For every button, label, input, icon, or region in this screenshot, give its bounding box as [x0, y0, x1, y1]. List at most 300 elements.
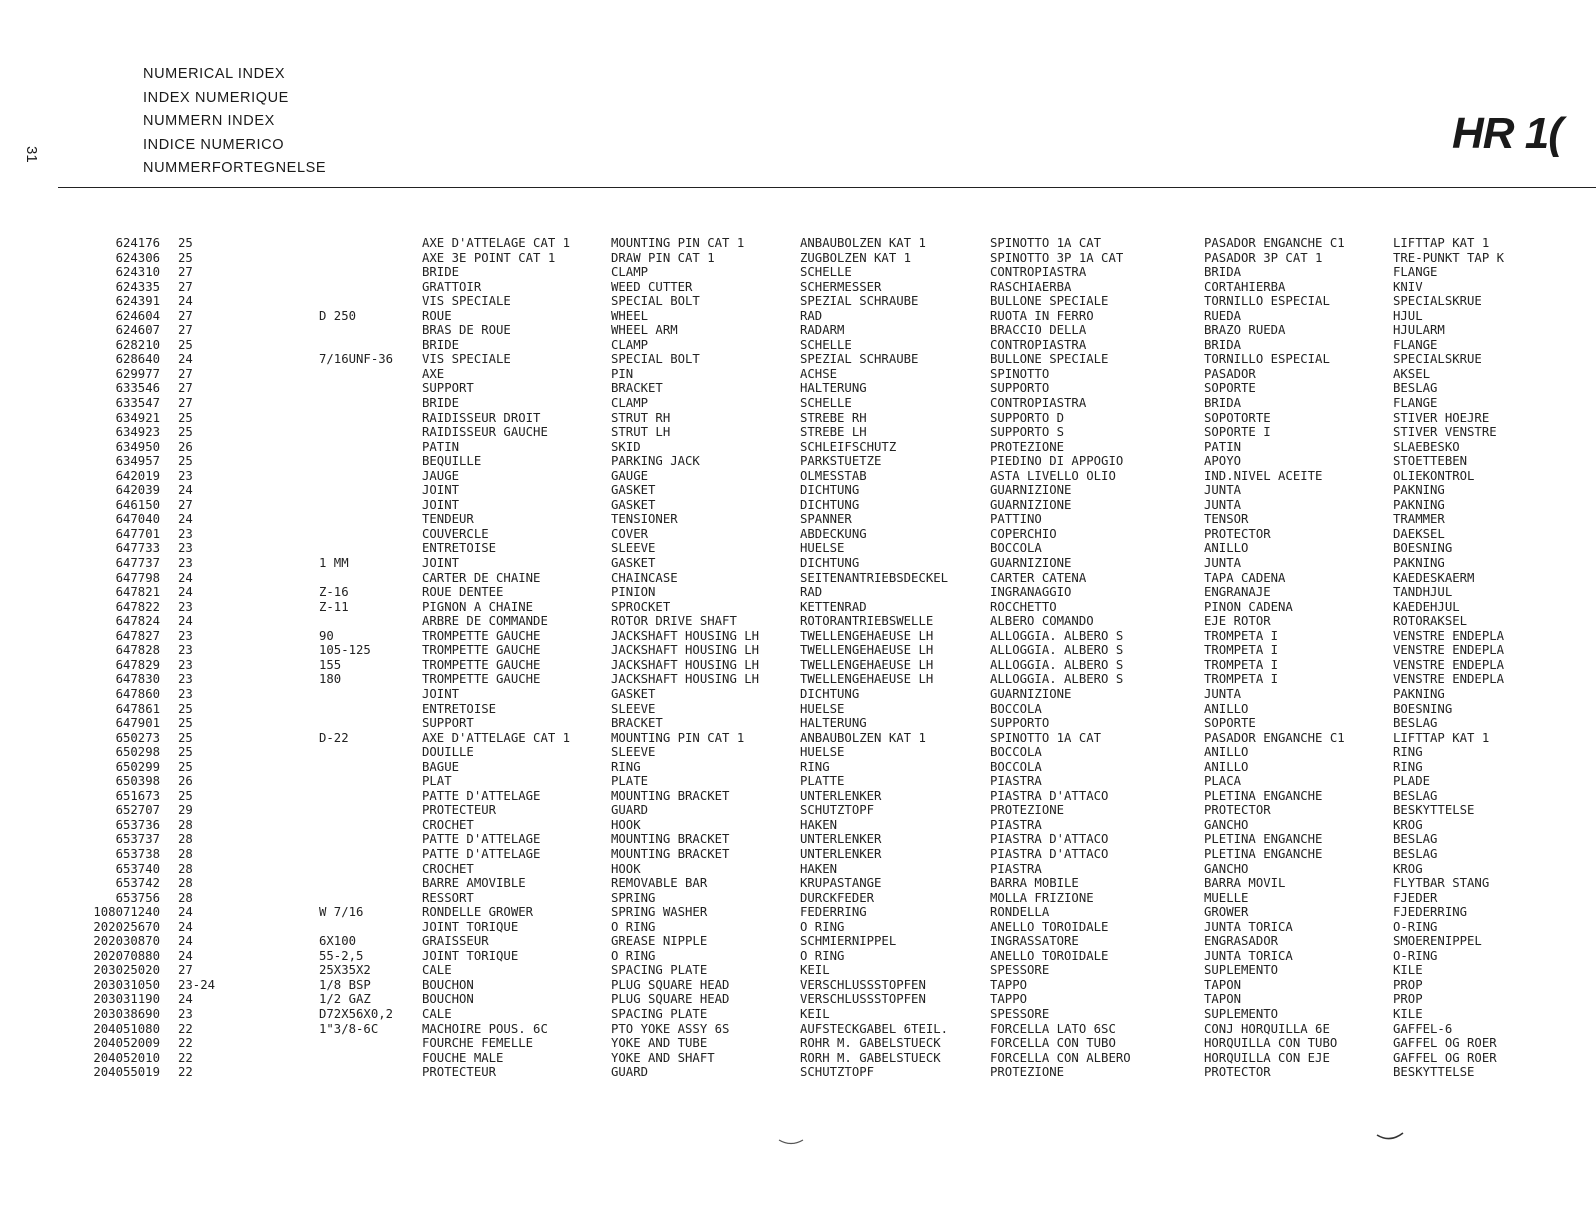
desc-german: ZUGBOLZEN KAT 1 — [800, 250, 912, 265]
desc-english: PTO YOKE ASSY 6S — [611, 1021, 730, 1036]
desc-german: RADARM — [800, 323, 845, 338]
desc-english: STRUT LH — [611, 425, 671, 440]
desc-spanish: TROMPETA I — [1204, 628, 1279, 643]
part-number: 650298 — [115, 745, 160, 760]
page-ref: 24 — [178, 934, 193, 949]
desc-english: GAUGE — [611, 468, 649, 483]
desc-french: RONDELLE GROWER — [422, 905, 534, 920]
dimension: Z-11 — [319, 599, 349, 614]
header-rule — [58, 187, 1596, 188]
desc-spanish: PROTECTOR — [1204, 803, 1271, 818]
desc-italian: COPERCHIO — [990, 526, 1057, 541]
desc-italian: BOCCOLA — [990, 759, 1042, 774]
desc-danish: TANDHJUL — [1393, 585, 1453, 600]
part-number: 647040 — [115, 512, 160, 527]
desc-english: YOKE AND SHAFT — [611, 1050, 715, 1065]
desc-spanish: TORNILLO ESPECIAL — [1204, 352, 1330, 367]
part-number: 647828 — [115, 643, 160, 658]
part-number: 203031190 — [93, 992, 160, 1007]
dimension: 6X100 — [319, 934, 357, 949]
desc-english: SPECIAL BOLT — [611, 352, 700, 367]
desc-german: AUFSTECKGABEL 6TEIL. — [800, 1021, 949, 1036]
desc-english: PINION — [611, 585, 656, 600]
desc-italian: RONDELLA — [990, 905, 1050, 920]
desc-danish: KILE — [1393, 1006, 1423, 1021]
desc-italian: PIASTRA — [990, 861, 1042, 876]
desc-german: ANBAUBOLZEN KAT 1 — [800, 730, 926, 745]
desc-italian: PROTEZIONE — [990, 803, 1065, 818]
desc-english: O RING — [611, 948, 656, 963]
desc-german: HUELSE — [800, 541, 845, 556]
page-ref: 25 — [178, 716, 193, 731]
desc-english: PIN — [611, 366, 634, 381]
desc-english: STRUT RH — [611, 410, 671, 425]
desc-danish: SMOERENIPPEL — [1393, 934, 1482, 949]
desc-danish: STIVER VENSTRE — [1393, 425, 1497, 440]
desc-italian: SPINOTTO 1A CAT — [990, 730, 1102, 745]
desc-danish: FLANGE — [1393, 337, 1438, 352]
desc-spanish: BRIDA — [1204, 396, 1242, 411]
desc-danish: ROTORAKSEL — [1393, 614, 1468, 629]
page-ref: 24 — [178, 992, 193, 1007]
desc-danish: KNIV — [1393, 279, 1423, 294]
desc-spanish: MUELLE — [1204, 890, 1249, 905]
dimension: Z-16 — [319, 585, 349, 600]
desc-french: TROMPETTE GAUCHE — [422, 643, 541, 658]
desc-spanish: PATIN — [1204, 439, 1242, 454]
desc-spanish: PLETINA ENGANCHE — [1204, 846, 1323, 861]
desc-spanish: CONJ HORQUILLA 6E — [1204, 1021, 1330, 1036]
desc-spanish: ANILLO — [1204, 745, 1249, 760]
desc-french: CROCHET — [422, 861, 474, 876]
page-ref: 24 — [178, 614, 193, 629]
desc-italian: SUPPORTO D — [990, 410, 1065, 425]
dimension: 55-2,5 — [319, 948, 364, 963]
desc-spanish: TROMPETA I — [1204, 657, 1279, 672]
desc-spanish: ENGRASADOR — [1204, 934, 1279, 949]
desc-french: JOINT — [422, 483, 460, 498]
desc-italian: TAPPO — [990, 977, 1028, 992]
page-ref: 28 — [178, 846, 193, 861]
desc-italian: ANELLO TOROIDALE — [990, 948, 1109, 963]
part-number: 204055019 — [93, 1065, 160, 1080]
dimension: 155 — [319, 657, 342, 672]
desc-french: RESSORT — [422, 890, 474, 905]
part-number: 647733 — [115, 541, 160, 556]
desc-french: JOINT TORIQUE — [422, 919, 519, 934]
desc-english: SLEEVE — [611, 541, 656, 556]
desc-italian: PROTEZIONE — [990, 1065, 1065, 1080]
desc-spanish: BRAZO RUEDA — [1204, 323, 1286, 338]
desc-german: HUELSE — [800, 701, 845, 716]
desc-english: SPROCKET — [611, 599, 671, 614]
desc-italian: SUPPORTO — [990, 716, 1050, 731]
desc-french: SUPPORT — [422, 716, 474, 731]
desc-german: SPEZIAL SCHRAUBE — [800, 352, 919, 367]
page-ref: 28 — [178, 876, 193, 891]
desc-german: SCHMIERNIPPEL — [800, 934, 897, 949]
desc-spanish: TROMPETA I — [1204, 643, 1279, 658]
desc-french: BRIDE — [422, 396, 460, 411]
desc-spanish: IND.NIVEL ACEITE — [1204, 468, 1323, 483]
part-number: 650299 — [115, 759, 160, 774]
desc-german: O RING — [800, 948, 845, 963]
desc-english: SLEEVE — [611, 701, 656, 716]
desc-french: ROUE — [422, 308, 452, 323]
desc-spanish: TORNILLO ESPECIAL — [1204, 294, 1330, 309]
decorative-mark-icon — [778, 1138, 804, 1146]
desc-spanish: PASADOR ENGANCHE C1 — [1204, 730, 1345, 745]
desc-french: TENDEUR — [422, 512, 474, 527]
part-number: 108071240 — [93, 905, 160, 920]
page-ref: 26 — [178, 439, 193, 454]
desc-german: DICHTUNG — [800, 483, 860, 498]
desc-spanish: HORQUILLA CON EJE — [1204, 1050, 1330, 1065]
desc-french: MACHOIRE POUS. 6C — [422, 1021, 548, 1036]
desc-french: PATTE D'ATTELAGE — [422, 832, 541, 847]
desc-english: SPACING PLATE — [611, 963, 708, 978]
desc-french: JAUGE — [422, 468, 460, 483]
desc-french: BRAS DE ROUE — [422, 323, 511, 338]
dimension: 7/16UNF-36 — [319, 352, 394, 367]
part-number: 650273 — [115, 730, 160, 745]
desc-english: JACKSHAFT HOUSING LH — [611, 672, 760, 687]
desc-german: ABDECKUNG — [800, 526, 867, 541]
desc-danish: KILE — [1393, 963, 1423, 978]
desc-german: KEIL — [800, 1006, 830, 1021]
desc-danish: BESKYTTELSE — [1393, 803, 1475, 818]
part-number: 624391 — [115, 294, 160, 309]
desc-danish: OLIEKONTROL — [1393, 468, 1475, 483]
desc-danish: PLADE — [1393, 774, 1431, 789]
desc-danish: PAKNING — [1393, 483, 1445, 498]
part-number: 634950 — [115, 439, 160, 454]
desc-spanish: ANILLO — [1204, 759, 1249, 774]
desc-english: YOKE AND TUBE — [611, 1036, 708, 1051]
desc-danish: PAKNING — [1393, 556, 1445, 571]
desc-danish: BESKYTTELSE — [1393, 1065, 1475, 1080]
desc-spanish: GROWER — [1204, 905, 1249, 920]
page-ref: 23-24 — [178, 977, 216, 992]
dimension: D-22 — [319, 730, 349, 745]
part-number: 647829 — [115, 657, 160, 672]
part-number: 202030870 — [93, 934, 160, 949]
desc-italian: BARRA MOBILE — [990, 876, 1079, 891]
desc-english: RING — [611, 759, 641, 774]
desc-danish: BESLAG — [1393, 716, 1438, 731]
desc-french: ENTRETOISE — [422, 541, 497, 556]
page-ref: 22 — [178, 1065, 193, 1080]
page-ref: 23 — [178, 657, 193, 672]
desc-italian: PIASTRA — [990, 817, 1042, 832]
desc-italian: TAPPO — [990, 992, 1028, 1007]
desc-german: SCHLEIFSCHUTZ — [800, 439, 897, 454]
desc-italian: MOLLA FRIZIONE — [990, 890, 1094, 905]
desc-french: RAIDISSEUR DROIT — [422, 410, 541, 425]
desc-italian: FORCELLA CON TUBO — [990, 1036, 1116, 1051]
desc-german: PLATTE — [800, 774, 845, 789]
part-number: 624335 — [115, 279, 160, 294]
part-number: 633546 — [115, 381, 160, 396]
desc-italian: CARTER CATENA — [990, 570, 1087, 585]
dimension: 1/8 BSP — [319, 977, 371, 992]
desc-spanish: JUNTA — [1204, 497, 1242, 512]
desc-german: TWELLENGEHAEUSE LH — [800, 657, 934, 672]
part-number: 624176 — [115, 236, 160, 250]
desc-german: SCHUTZTOPF — [800, 1065, 875, 1080]
page-ref: 24 — [178, 352, 193, 367]
desc-german: HAKEN — [800, 861, 838, 876]
desc-italian: CONTROPIASTRA — [990, 396, 1087, 411]
part-number: 647860 — [115, 686, 160, 701]
desc-french: FOURCHE FEMELLE — [422, 1036, 534, 1051]
page-ref: 25 — [178, 701, 193, 716]
desc-italian: PIASTRA D'ATTACO — [990, 788, 1109, 803]
desc-german: RAD — [800, 308, 823, 323]
desc-french: COUVERCLE — [422, 526, 489, 541]
index-titles — [143, 66, 326, 184]
desc-german: DICHTUNG — [800, 686, 860, 701]
desc-italian: SPINOTTO 3P 1A CAT — [990, 250, 1124, 265]
desc-german: HALTERUNG — [800, 716, 867, 731]
part-number: 642019 — [115, 468, 160, 483]
desc-english: MOUNTING PIN CAT 1 — [611, 730, 745, 745]
desc-french: GRAISSEUR — [422, 934, 489, 949]
page-ref: 23 — [178, 672, 193, 687]
desc-english: SPACING PLATE — [611, 1006, 708, 1021]
dimension: 180 — [319, 672, 342, 687]
title-english: NUMERICAL INDEX — [143, 66, 286, 82]
desc-french: CALE — [422, 1006, 452, 1021]
desc-french: BEQUILLE — [422, 454, 482, 469]
desc-spanish: EJE ROTOR — [1204, 614, 1271, 629]
desc-italian: GUARNIZIONE — [990, 497, 1072, 512]
desc-english: CLAMP — [611, 337, 649, 352]
desc-english: REMOVABLE BAR — [611, 876, 708, 891]
desc-italian: SPINOTTO — [990, 366, 1050, 381]
page-ref: 23 — [178, 599, 193, 614]
desc-english: GREASE NIPPLE — [611, 934, 708, 949]
desc-german: VERSCHLUSSSTOPFEN — [800, 992, 926, 1007]
dimension: 1 MM — [319, 556, 349, 571]
page-number: 31 — [23, 146, 40, 163]
desc-german: HAKEN — [800, 817, 838, 832]
page-ref: 23 — [178, 541, 193, 556]
desc-danish: BESLAG — [1393, 381, 1438, 396]
desc-spanish: TAPA CADENA — [1204, 570, 1286, 585]
desc-german: VERSCHLUSSSTOPFEN — [800, 977, 926, 992]
desc-german: RORH M. GABELSTUECK — [800, 1050, 941, 1065]
desc-danish: TRE-PUNKT TAP K — [1393, 250, 1505, 265]
desc-french: TROMPETTE GAUCHE — [422, 672, 541, 687]
desc-german: KEIL — [800, 963, 830, 978]
desc-french: JOINT — [422, 497, 460, 512]
desc-italian: BULLONE SPECIALE — [990, 352, 1109, 367]
desc-danish: RING — [1393, 759, 1423, 774]
page-ref: 23 — [178, 526, 193, 541]
desc-english: MOUNTING BRACKET — [611, 832, 730, 847]
desc-english: SPECIAL BOLT — [611, 294, 700, 309]
desc-german: HUELSE — [800, 745, 845, 760]
page-ref: 25 — [178, 745, 193, 760]
desc-english: SKID — [611, 439, 641, 454]
desc-italian: CONTROPIASTRA — [990, 265, 1087, 280]
desc-french: TROMPETTE GAUCHE — [422, 628, 541, 643]
desc-danish: BESLAG — [1393, 788, 1438, 803]
desc-french: ARBRE DE COMMANDE — [422, 614, 548, 629]
part-number: 203025020 — [93, 963, 160, 978]
desc-french: VIS SPECIALE — [422, 352, 511, 367]
desc-french: DOUILLE — [422, 745, 474, 760]
desc-german: TWELLENGEHAEUSE LH — [800, 643, 934, 658]
desc-german: SCHUTZTOPF — [800, 803, 875, 818]
desc-spanish: JUNTA TORICA — [1204, 919, 1293, 934]
desc-spanish: PASADOR — [1204, 366, 1256, 381]
desc-danish: PAKNING — [1393, 686, 1445, 701]
desc-french: BRIDE — [422, 265, 460, 280]
dimension: W 7/16 — [319, 905, 364, 920]
part-number: 204052010 — [93, 1050, 160, 1065]
desc-german: SPEZIAL SCHRAUBE — [800, 294, 919, 309]
desc-english: BRACKET — [611, 381, 663, 396]
desc-spanish: SOPOTORTE — [1204, 410, 1271, 425]
part-number: 634957 — [115, 454, 160, 469]
page-ref: 24 — [178, 294, 193, 309]
desc-danish: PROP — [1393, 977, 1423, 992]
part-number: 203031050 — [93, 977, 160, 992]
desc-spanish: TAPON — [1204, 992, 1242, 1007]
desc-german: SCHERMESSER — [800, 279, 882, 294]
desc-danish: HJULARM — [1393, 323, 1445, 338]
desc-german: TWELLENGEHAEUSE LH — [800, 628, 934, 643]
part-number: 629977 — [115, 366, 160, 381]
desc-french: PATIN — [422, 439, 460, 454]
part-number: 624604 — [115, 308, 160, 323]
desc-spanish: JUNTA TORICA — [1204, 948, 1293, 963]
desc-german: STREBE LH — [800, 425, 867, 440]
desc-italian: BOCCOLA — [990, 541, 1042, 556]
page-ref: 27 — [178, 265, 193, 280]
desc-german: OLMESSTAB — [800, 468, 867, 483]
desc-danish: RING — [1393, 745, 1423, 760]
desc-english: ROTOR DRIVE SHAFT — [611, 614, 737, 629]
desc-english: GASKET — [611, 483, 656, 498]
desc-danish: KROG — [1393, 861, 1423, 876]
page-ref: 26 — [178, 774, 193, 789]
page-ref: 24 — [178, 919, 193, 934]
desc-danish: STOETTEBEN — [1393, 454, 1468, 469]
desc-french: PATTE D'ATTELAGE — [422, 846, 541, 861]
page-ref: 23 — [178, 468, 193, 483]
part-number: 646150 — [115, 497, 160, 512]
desc-danish: GAFFEL-6 — [1393, 1021, 1453, 1036]
part-number: 653736 — [115, 817, 160, 832]
desc-spanish: GANCHO — [1204, 817, 1249, 832]
desc-spanish: SOPORTE I — [1204, 425, 1271, 440]
desc-german: ANBAUBOLZEN KAT 1 — [800, 236, 926, 250]
desc-french: CROCHET — [422, 817, 474, 832]
desc-english: O RING — [611, 919, 656, 934]
desc-italian: PATTINO — [990, 512, 1042, 527]
desc-spanish: JUNTA — [1204, 483, 1242, 498]
desc-italian: PIASTRA — [990, 774, 1042, 789]
desc-french: BOUCHON — [422, 992, 474, 1007]
desc-english: PLUG SQUARE HEAD — [611, 977, 730, 992]
desc-danish: PAKNING — [1393, 497, 1445, 512]
page-ref: 23 — [178, 643, 193, 658]
page-ref: 27 — [178, 366, 193, 381]
part-number: 634921 — [115, 410, 160, 425]
page-ref: 27 — [178, 308, 193, 323]
desc-german: SCHELLE — [800, 396, 852, 411]
desc-german: ROHR M. GABELSTUECK — [800, 1036, 941, 1051]
desc-italian: ALLOGGIA. ALBERO S — [990, 672, 1124, 687]
page-ref: 27 — [178, 279, 193, 294]
desc-italian: BOCCOLA — [990, 745, 1042, 760]
page-ref: 25 — [178, 759, 193, 774]
desc-english: HOOK — [611, 861, 641, 876]
page-ref: 24 — [178, 570, 193, 585]
desc-danish: FJEDERRING — [1393, 905, 1468, 920]
desc-french: RAIDISSEUR GAUCHE — [422, 425, 548, 440]
desc-danish: BOESNING — [1393, 541, 1453, 556]
desc-french: PATTE D'ATTELAGE — [422, 788, 541, 803]
desc-italian: ALLOGGIA. ALBERO S — [990, 657, 1124, 672]
page-ref: 29 — [178, 803, 193, 818]
desc-english: JACKSHAFT HOUSING LH — [611, 657, 760, 672]
desc-german: RING — [800, 759, 830, 774]
page-ref: 28 — [178, 832, 193, 847]
part-number: 647824 — [115, 614, 160, 629]
page-ref: 25 — [178, 454, 193, 469]
page-ref: 25 — [178, 730, 193, 745]
desc-english: WHEEL ARM — [611, 323, 678, 338]
desc-spanish: PROTECTOR — [1204, 526, 1271, 541]
desc-danish: SLAEBESKO — [1393, 439, 1460, 454]
desc-english: PLUG SQUARE HEAD — [611, 992, 730, 1007]
desc-danish: VENSTRE ENDEPLA — [1393, 672, 1505, 687]
part-number: 650398 — [115, 774, 160, 789]
part-number: 633547 — [115, 396, 160, 411]
part-number: 647798 — [115, 570, 160, 585]
desc-spanish: CORTAHIERBA — [1204, 279, 1286, 294]
dimension: 90 — [319, 628, 334, 643]
desc-spanish: RUEDA — [1204, 308, 1242, 323]
desc-english: MOUNTING BRACKET — [611, 788, 730, 803]
part-number: 651673 — [115, 788, 160, 803]
desc-english: HOOK — [611, 817, 641, 832]
desc-german: UNTERLENKER — [800, 846, 882, 861]
page-ref: 24 — [178, 948, 193, 963]
desc-italian: PIEDINO DI APPOGIO — [990, 454, 1124, 469]
desc-spanish: TAPON — [1204, 977, 1242, 992]
desc-german: SEITENANTRIEBSDECKEL — [800, 570, 949, 585]
page-ref: 22 — [178, 1050, 193, 1065]
desc-french: BAGUE — [422, 759, 460, 774]
desc-danish: BESLAG — [1393, 846, 1438, 861]
desc-french: PIGNON A CHAINE — [422, 599, 534, 614]
page-ref: 27 — [178, 497, 193, 512]
desc-english: GASKET — [611, 686, 656, 701]
desc-french: AXE 3E POINT CAT 1 — [422, 250, 556, 265]
page-ref: 27 — [178, 323, 193, 338]
desc-spanish: ANILLO — [1204, 701, 1249, 716]
desc-italian: SPINOTTO 1A CAT — [990, 236, 1102, 250]
desc-danish: FLYTBAR STANG — [1393, 876, 1490, 891]
part-number: 647701 — [115, 526, 160, 541]
desc-french: AXE D'ATTELAGE CAT 1 — [422, 236, 571, 250]
page-ref: 24 — [178, 905, 193, 920]
